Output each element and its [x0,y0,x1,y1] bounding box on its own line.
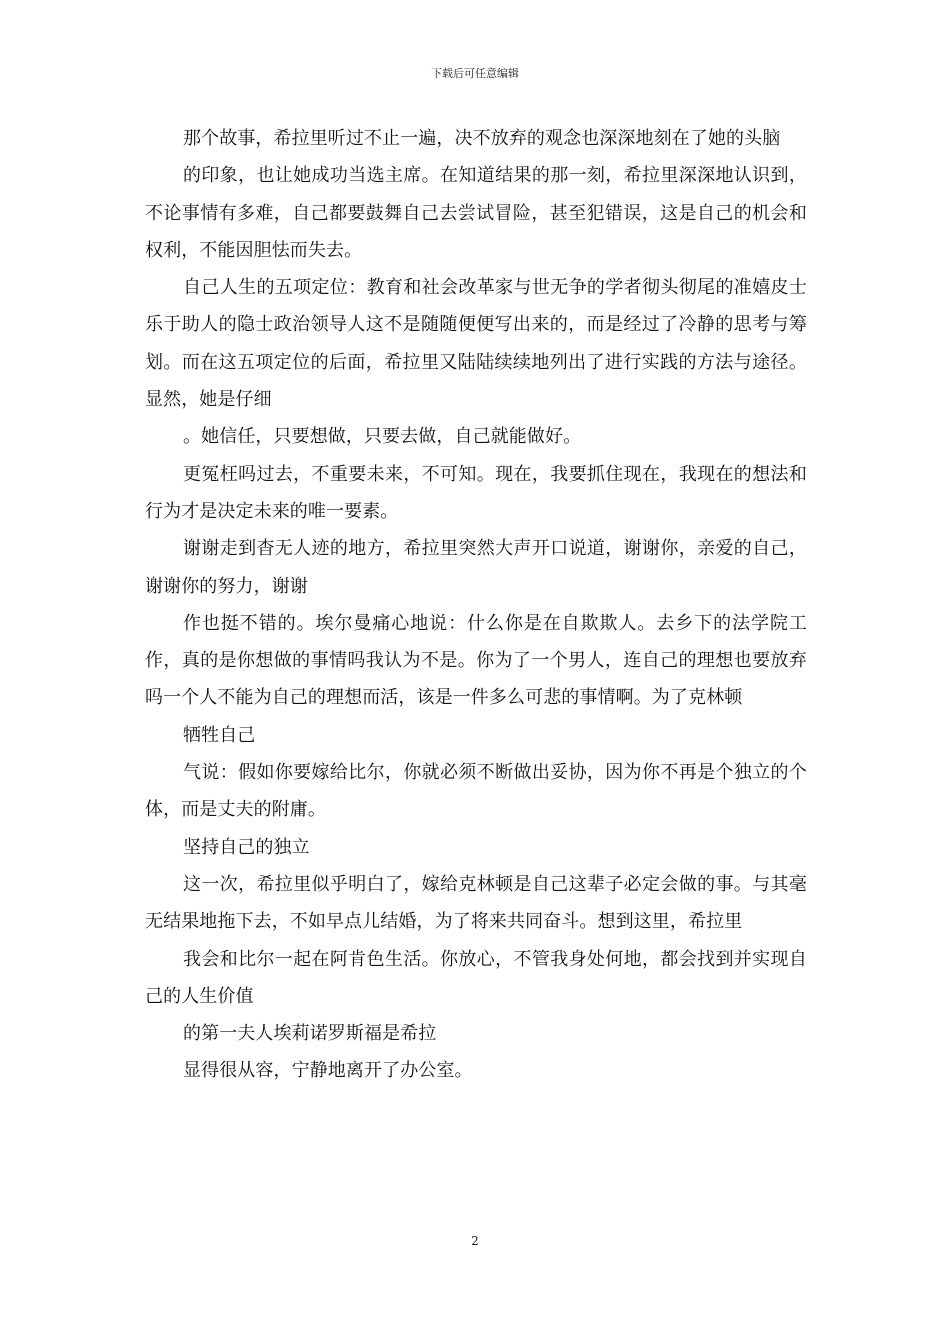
paragraph: 那个故事，希拉里听过不止一遍，决不放弃的观念也深深地刻在了她的头脑 [183,128,781,149]
paragraph: 更冤枉吗过去，不重要未来，不可知。现在，我要抓住现在，我现在的想法和行为才是决定未来的唯一要素。 [145,463,807,522]
paragraph: 气说：假如你要嫁给比尔，你就必须不断做出妥协，因为你不再是个独立的个体，而是丈夫的附庸。 [145,762,807,821]
page-number: 2 [471,1234,479,1248]
paragraph: 的印象，也让她成功当选主席。在知道结果的那一刻，希拉里深深地认识到，不论事情有多难，自己都要鼓舞自己去尝试冒险，甚至犯错误，这是自己的机会和权利，不能因胆怯而失去。 [145,165,807,261]
paragraph: 牺牲自己 [183,724,256,746]
paragraph: 自己人生的五项定位：教育和社会改革家与世无争的学者彻头彻尾的准嬉皮士乐于助人的隐士政治领导人这不是随随便便写出来的，而是经过了冷静的思考与筹划。而在这五项定位的后面，希拉里又陆陆续续地列出了进行实践的方法与途径。显然，她是仔细 [145,277,807,411]
paragraph: 谢谢走到杳无人迹的地方，希拉里突然大声开口说道，谢谢你，亲爱的自己，谢谢你的努力，谢谢 [145,538,807,597]
body-text [145,120,807,1090]
paragraph: 坚持自己的独立 [183,836,310,858]
paragraph: 显得很从容，宁静地离开了办公室。 [183,1060,473,1082]
paragraph: 我会和比尔一起在阿肯色生活。你放心，不管我身处何地，都会找到并实现自己的人生价值 [145,948,807,1007]
paragraph: 的第一夫人埃莉诺罗斯福是希拉 [183,1023,437,1045]
page-header: 下载后可任意编辑 [431,67,519,80]
paragraph: 作也挺不错的。埃尔曼痛心地说：什么你是在自欺欺人。去乡下的法学院工作，真的是你想做的事情吗我认为不是。你为了一个男人，连自己的理想也要放弃吗一个人不能为自己的理想而活，该是一件多么可悲的事情啊。为了克林顿 [145,612,807,709]
paragraph: 。她信任，只要想做，只要去做，自己就能做好。 [183,426,582,448]
paragraph: 这一次，希拉里似乎明白了，嫁给克林顿是自己这辈子必定会做的事。与其毫无结果地拖下去，不如早点儿结婚，为了将来共同奋斗。想到这里，希拉里 [145,873,807,933]
